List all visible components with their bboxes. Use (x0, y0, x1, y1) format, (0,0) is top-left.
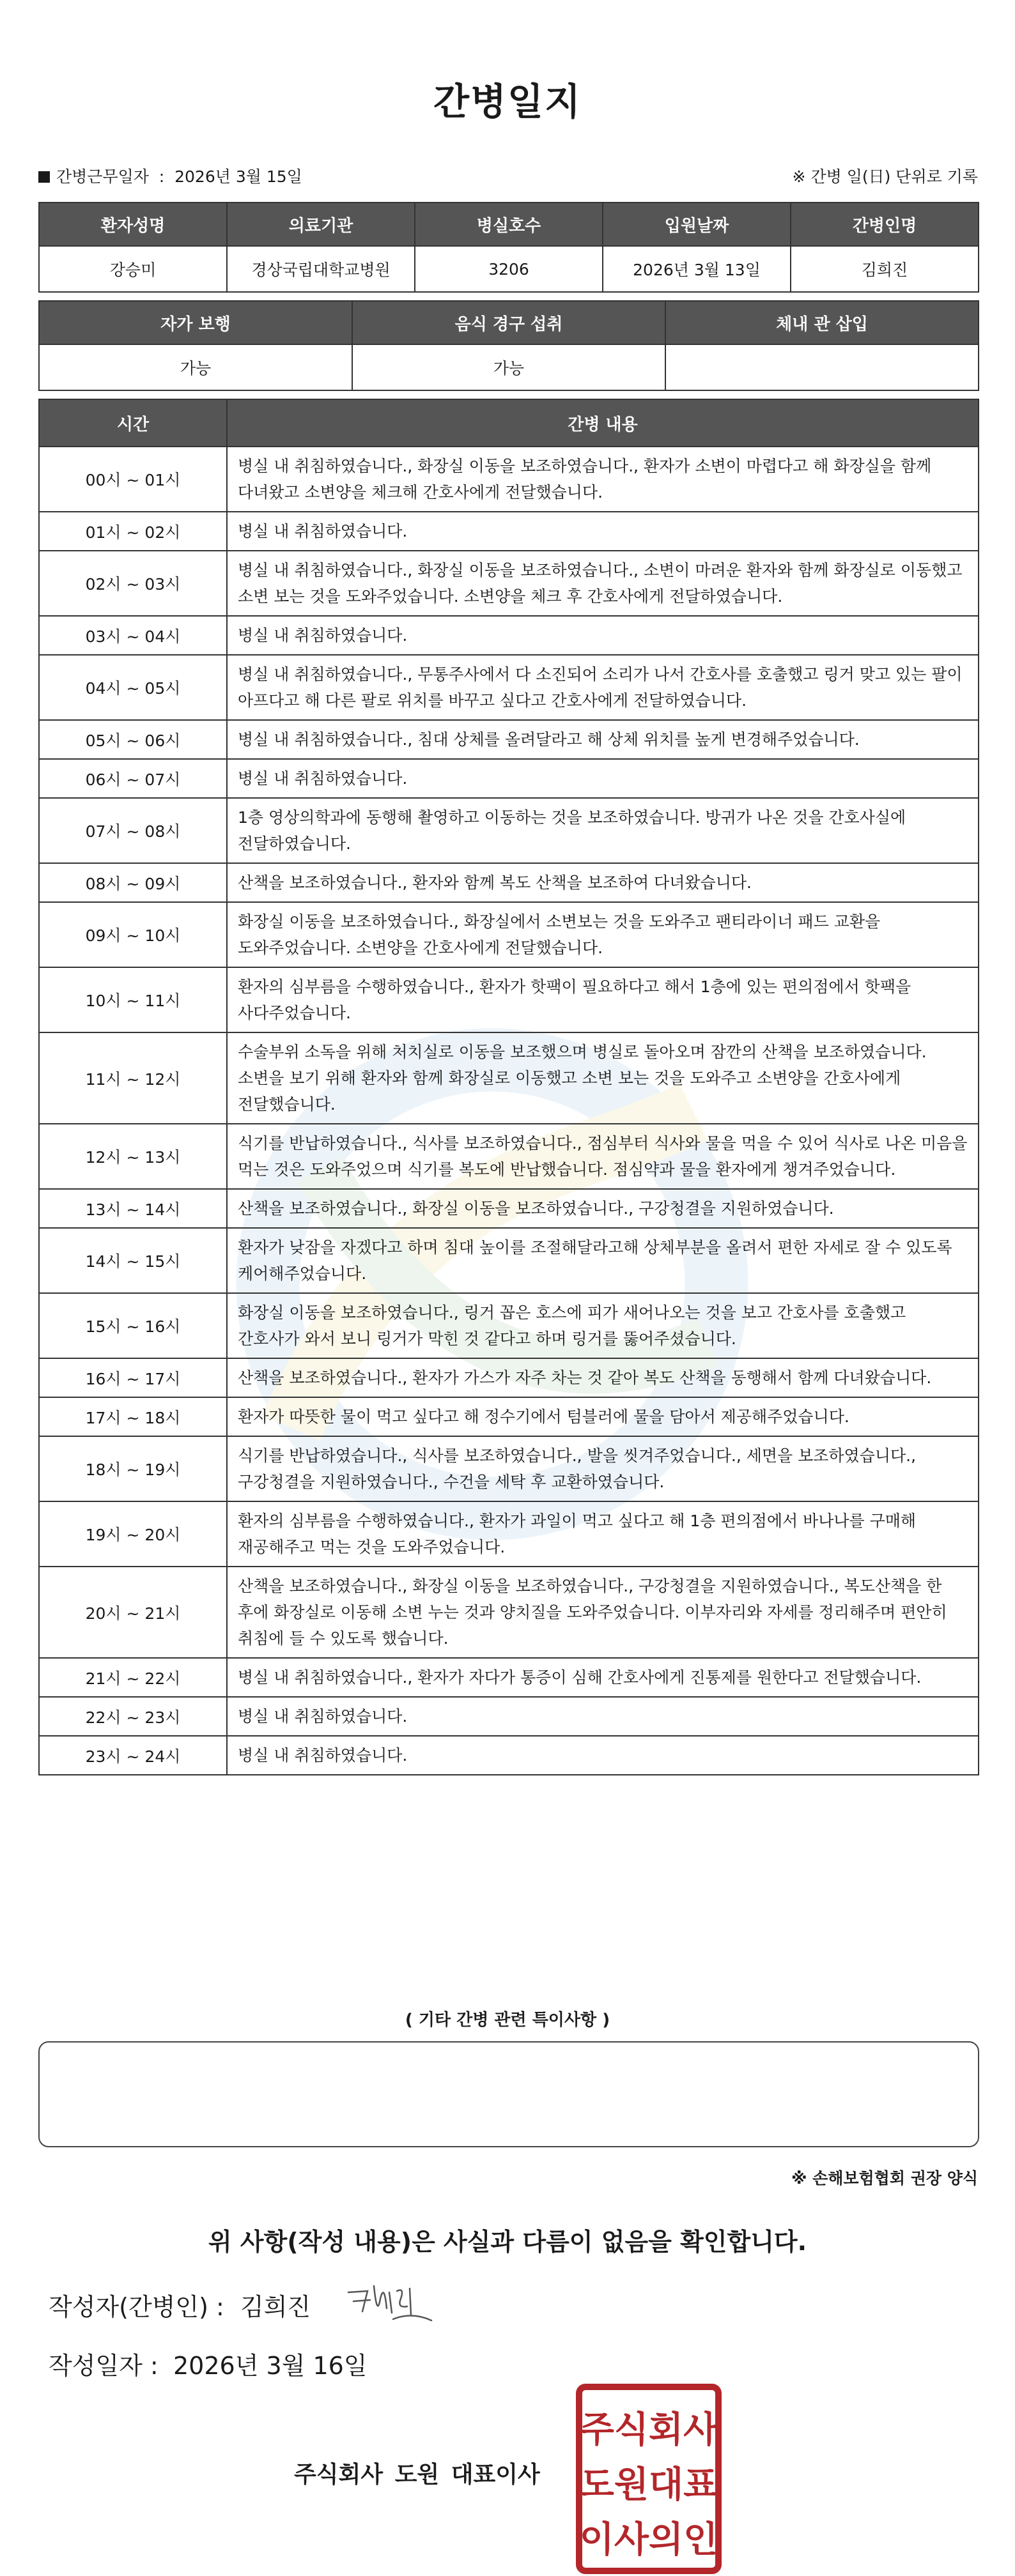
log-time: 18시 ~ 19시 (39, 1436, 227, 1501)
hospital: 경상국립대학교병원 (227, 246, 415, 292)
log-content: 병실 내 취침하였습니다., 무통주사에서 다 소진되어 소리가 나서 간호사를 호출했고 링거 맞고 있는 팔이 아프다고 해 다른 팔로 위치를 바꾸고 싶다고 간호사에게 전달하였습니다. (227, 655, 979, 720)
handwritten-signature (342, 2273, 438, 2331)
log-content: 산책을 보조하였습니다., 환자와 함께 복도 산책을 보조하여 다녀왔습니다. (227, 863, 979, 902)
log-content: 병실 내 취침하였습니다., 화장실 이동을 보조하였습니다., 소변이 마려운 환자와 함께 화장실로 이동했고 소변 보는 것을 도와주었습니다. 소변양을 체크 후 간호사에게 전달하였습니다. (227, 551, 979, 616)
log-row (39, 1501, 979, 1567)
log-content: 화장실 이동을 보조하였습니다., 링거 꼽은 호스에 피가 새어나오는 것을 보고 간호사를 호출했고 간호사가 와서 보니 링거가 막힌 것 같다고 하며 링거를 뚫어주셨습니다. (227, 1293, 979, 1358)
bullet-square-icon (38, 171, 50, 183)
log-time: 22시 ~ 23시 (39, 1697, 227, 1736)
company-seal-stamp (575, 2383, 722, 2575)
log-time: 12시 ~ 13시 (39, 1124, 227, 1189)
log-row (39, 1124, 979, 1189)
writer-label: 작성자(간병인) : (49, 2293, 224, 2321)
written-date-value: 2026년 3월 16일 (173, 2352, 368, 2380)
log-row (39, 798, 979, 863)
work-date: 간병근무일자 : 2026년 3월 15일 (38, 164, 302, 187)
log-content: 병실 내 취침하였습니다. (227, 512, 979, 551)
writer-name: 김희진 (240, 2293, 311, 2321)
header-care-content: 간병 내용 (227, 399, 979, 447)
log-time: 03시 ~ 04시 (39, 616, 227, 655)
log-content: 식기를 반납하였습니다., 식사를 보조하였습니다., 점심부터 식사와 물을 먹을 수 있어 식사로 나온 미음을 먹는 것은 도와주었으며 식기를 복도에 반납했습니다. 점심약과 물을 환자에게 챙겨주었습니다. (227, 1124, 979, 1189)
log-content: 수술부위 소독을 위해 처치실로 이동을 보조했으며 병실로 돌아오며 잠깐의 산책을 보조하였습니다. 소변을 보기 위해 환자와 함께 화장실로 이동했고 소변 보는 것을 도와주고 소변양을 간호사에게 전달했습니다. (227, 1032, 979, 1124)
log-content: 환자가 낮잠을 자겠다고 하며 침대 높이를 조절해달라고해 상체부분을 올려서 편한 자세로 잘 수 있도록 케어해주었습니다. (227, 1228, 979, 1293)
log-row (39, 967, 979, 1032)
log-row (39, 1397, 979, 1436)
log-row (39, 759, 979, 798)
recommend-note: ※ 손해보험협회 권장 양식 (791, 2169, 978, 2188)
log-content: 병실 내 취침하였습니다. (227, 616, 979, 655)
work-date-label: 간병근무일자 (56, 167, 149, 186)
log-time: 14시 ~ 15시 (39, 1228, 227, 1293)
header-admission-date: 입원날짜 (603, 203, 791, 246)
log-row (39, 1436, 979, 1501)
log-row (39, 863, 979, 902)
log-time: 00시 ~ 01시 (39, 447, 227, 512)
log-content: 환자가 따뜻한 물이 먹고 싶다고 해 정수기에서 텀블러에 물을 담아서 제공해주었습니다. (227, 1397, 979, 1436)
log-time: 23시 ~ 24시 (39, 1736, 227, 1775)
log-row (39, 1658, 979, 1697)
log-time: 09시 ~ 10시 (39, 902, 227, 967)
patient-status-table (38, 300, 979, 391)
log-row (39, 512, 979, 551)
caregiver-name: 김희진 (791, 246, 979, 292)
header-self-walking: 자가 보행 (39, 301, 352, 344)
log-time: 10시 ~ 11시 (39, 967, 227, 1032)
log-row (39, 902, 979, 967)
tube-insertion-value (665, 344, 979, 390)
remarks-box (38, 2041, 979, 2147)
log-content: 병실 내 취침하였습니다., 환자가 자다가 통증이 심해 간호사에게 진통제를 원한다고 전달했습니다. (227, 1658, 979, 1697)
log-row (39, 1228, 979, 1293)
log-row (39, 1736, 979, 1775)
log-row (39, 447, 979, 512)
log-time: 15시 ~ 16시 (39, 1293, 227, 1358)
header-hospital: 의료기관 (227, 203, 415, 246)
patient-info-table (38, 202, 979, 293)
seal-line-2: 도원대표 (579, 2464, 718, 2506)
care-log-table (38, 399, 979, 1775)
unit-note: ※ 간병 일(日) 단위로 기록 (792, 167, 978, 186)
log-time: 06시 ~ 07시 (39, 759, 227, 798)
work-date-value: 2026년 3월 15일 (174, 167, 302, 186)
log-time: 11시 ~ 12시 (39, 1032, 227, 1124)
oral-intake-value: 가능 (352, 344, 665, 390)
header-time: 시간 (39, 399, 227, 447)
log-row (39, 1697, 979, 1736)
log-content: 산책을 보조하였습니다., 환자가 가스가 자주 차는 것 같아 복도 산책을 동행해서 함께 다녀왔습니다. (227, 1358, 979, 1397)
log-time: 13시 ~ 14시 (39, 1189, 227, 1228)
log-time: 17시 ~ 18시 (39, 1397, 227, 1436)
room-number: 3206 (415, 246, 603, 292)
log-row (39, 655, 979, 720)
log-time: 16시 ~ 17시 (39, 1358, 227, 1397)
log-content: 식기를 반납하였습니다., 식사를 보조하였습니다., 발을 씻겨주었습니다., 세면을 보조하였습니다., 구강청결을 지원하였습니다., 수건을 세탁 후 교환하였습니다. (227, 1436, 979, 1501)
log-content: 환자의 심부름을 수행하였습니다., 환자가 과일이 먹고 싶다고 해 1층 편의점에서 바나나를 구매해 재공해주고 먹는 것을 도와주었습니다. (227, 1501, 979, 1567)
header-tube-insertion: 체내 관 삽입 (665, 301, 979, 344)
log-content: 1층 영상의학과에 동행해 촬영하고 이동하는 것을 보조하였습니다. 방귀가 나온 것을 간호사실에 전달하였습니다. (227, 798, 979, 863)
log-content: 병실 내 취침하였습니다. (227, 759, 979, 798)
log-time: 21시 ~ 22시 (39, 1658, 227, 1697)
log-row (39, 1358, 979, 1397)
log-time: 01시 ~ 02시 (39, 512, 227, 551)
patient-name: 강승미 (39, 246, 227, 292)
written-date-line (49, 2346, 368, 2381)
written-date-label: 작성일자 : (49, 2352, 159, 2380)
log-content: 환자의 심부름을 수행하였습니다., 환자가 핫팩이 필요하다고 해서 1층에 있는 편의점에서 핫팩을 사다주었습니다. (227, 967, 979, 1032)
log-content: 병실 내 취침하였습니다. (227, 1736, 979, 1775)
log-content: 병실 내 취침하였습니다., 화장실 이동을 보조하였습니다., 환자가 소변이 마렵다고 해 화장실을 함께 다녀왔고 소변양을 체크해 간호사에게 전달했습니다. (227, 447, 979, 512)
seal-line-1: 주식회사 (579, 2409, 718, 2451)
log-time: 05시 ~ 06시 (39, 720, 227, 759)
log-time: 20시 ~ 21시 (39, 1567, 227, 1658)
log-row (39, 720, 979, 759)
log-content: 화장실 이동을 보조하였습니다., 화장실에서 소변보는 것을 도와주고 팬티라이너 패드 교환을 도와주었습니다. 소변양을 간호사에게 전달했습니다. (227, 902, 979, 967)
log-row (39, 1189, 979, 1228)
log-content: 산책을 보조하였습니다., 화장실 이동을 보조하였습니다., 구강청결을 지원하였습니다., 복도산책을 한 후에 화장실로 이동해 소변 누는 것과 양치질을 도와주었습니다. 이부자리와 자세를 정리해주며 편안히 취침에 들 수 있도록 했습니다. (227, 1567, 979, 1658)
log-row (39, 1567, 979, 1658)
admission-date: 2026년 3월 13일 (603, 246, 791, 292)
log-time: 02시 ~ 03시 (39, 551, 227, 616)
header-patient-name: 환자성명 (39, 203, 227, 246)
remarks-title: ( 기타 간병 관련 특이사항 ) (405, 2011, 610, 2030)
log-row (39, 616, 979, 655)
log-time: 08시 ~ 09시 (39, 863, 227, 902)
log-content: 병실 내 취침하였습니다. (227, 1697, 979, 1736)
log-content: 산책을 보조하였습니다., 화장실 이동을 보조하였습니다., 구강청결을 지원하였습니다. (227, 1189, 979, 1228)
company-ceo: 주식회사 도원 대표이사 (294, 2462, 540, 2488)
seal-line-3: 이사의인 (579, 2519, 718, 2561)
log-time: 19시 ~ 20시 (39, 1501, 227, 1567)
log-row (39, 551, 979, 616)
log-content: 병실 내 취침하였습니다., 침대 상체를 올려달라고 해 상체 위치를 높게 변경해주었습니다. (227, 720, 979, 759)
log-time: 07시 ~ 08시 (39, 798, 227, 863)
header-oral-intake: 음식 경구 섭취 (352, 301, 665, 344)
log-row (39, 1032, 979, 1124)
header-room-number: 병실호수 (415, 203, 603, 246)
confirmation-statement: 위 사항(작성 내용)은 사실과 다름이 없음을 확인합니다. (208, 2228, 807, 2256)
document-title: 간병일지 (433, 80, 582, 123)
self-walking-value: 가능 (39, 344, 352, 390)
writer-line (49, 2287, 311, 2322)
header-caregiver-name: 간병인명 (791, 203, 979, 246)
log-time: 04시 ~ 05시 (39, 655, 227, 720)
log-row (39, 1293, 979, 1358)
